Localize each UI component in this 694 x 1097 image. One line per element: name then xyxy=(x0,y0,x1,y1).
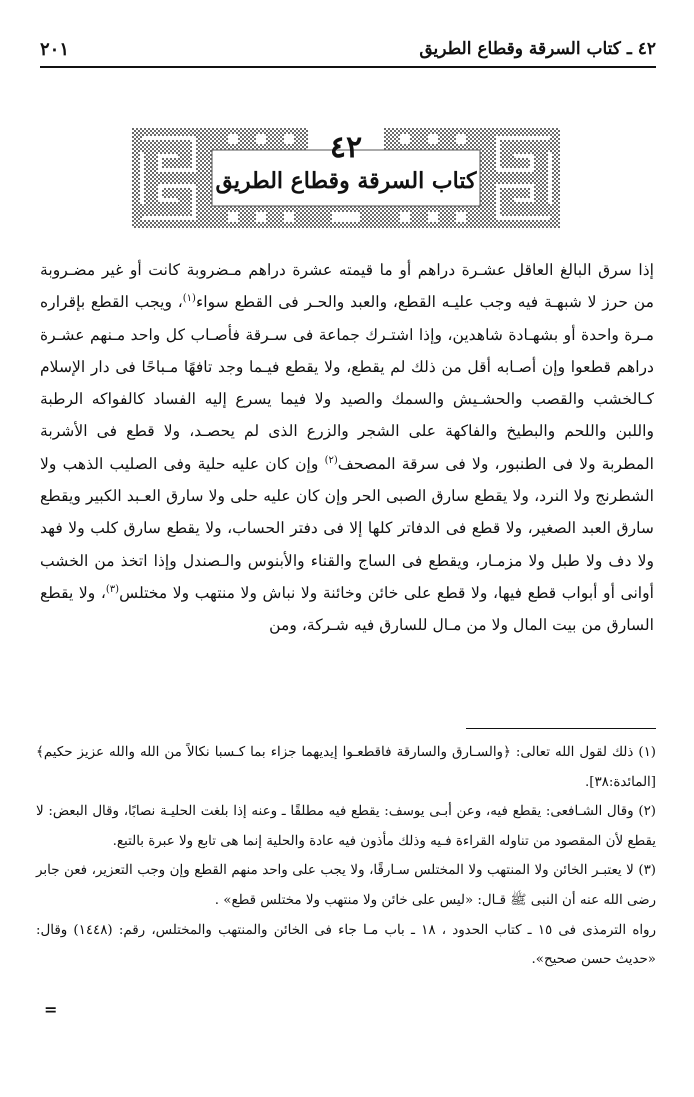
footnote-3: (٣) لا يعتبـر الخائن ولا المنتهب ولا المختلس سـارقًا، ولا يجب على واحد منهم القطع وإن وجب التعزير، فعن جابر رضى الله عنه أن النبى ﷺ قـال: «ليس على خائن ولا منتهب ولا مختلس قطع» . xyxy=(36,863,656,908)
footnotes xyxy=(36,738,656,975)
continuation-mark: = xyxy=(44,1000,58,1019)
body-segment-2: ، ويجب القطع بإقراره مـرة واحدة أو بشهـادة شاهدين، وإذا اشتـرك جماعة فى سـرقة فأصـاب كل واحد مـنهم عشـرة دراهم قطعوا وإن أصـابه أقل من ذلك لم يقطع، ولا يقطع فيـما وجد تافهًا مـباحًا فى دار الإسلام كـالخشب والقصب والحشـيش والسمك والصيد ولا فيما يسرع إليه الفساد كالفواكه الرطبة واللبن واللحم والبطيخ والفاكهة على الشجر والزرع الذى لم يحصـد، ولا قطع فى الأشربة المطربة ولا فى الطنبور، ولا فى سرقة المصحف xyxy=(40,293,654,473)
footnote-2: (٢) وقال الشـافعى: يقطع فيه، وعن أبـى يوسف: يقطع فيه مطلقًا ـ وعنه إذا بلغت الحليـة نصابًا، وقال البعض: لا يقطع لأن المقصود من تناوله القراءة فـيه وذلك مأذون فيه عادة والحلية إنما هى تابع ولا عبرة بالتبع. xyxy=(36,804,656,849)
footnote-ref-3[interactable]: (٣) xyxy=(105,583,120,595)
chapter-title: كتاب السرقة وقطاع الطريق xyxy=(215,168,477,194)
footnote-rule xyxy=(466,728,656,729)
body-segment-1: إذا سرق البالغ العاقل عشـرة دراهم أو ما قيمته عشرة دراهم مـضروبة كانت أو غير مضـروبة من حرز لا شبهـة فيه وجب عليـه القطع، والعبد والحـر فى القطع سواء xyxy=(40,261,655,312)
chapter-number: ٤٢ xyxy=(329,130,363,165)
footnote-ref-2[interactable]: (٢) xyxy=(324,454,338,466)
footnote-source: رواه الترمذى فى ١٥ ـ كتاب الحدود ، ١٨ ـ باب مـا جاء فى الخائن والمنتهب والمختلس، رقم: (١٤٤٨) وقال: «حديث حسن صحيح». xyxy=(36,922,656,968)
body-segment-3: وإن كان عليه حلية وفى الصليب الذهب ولا الشطرنج ولا النرد، ولا يقطع سارق الصبى الحر وإن كان عليه حلى ولا سارق العـبد الكبير ويقطع سارق العبد الصغير، ولا قطع فى الدفاتر كلها إلا فى دفتر الحساب، ولا يقطع سارق كلب ولا فهد ولا دف ولا طبل ولا مزمـار، ويقطع فى الساج والقناء والأبنوس والـصندل وإذا اتخذ من الخشب أوانى أو أبواب قطع فيها، ولا قطع على خائن وخائنة ولا نباش ولا منتهب ولا مختلس xyxy=(40,454,654,602)
chapter-banner xyxy=(132,128,560,228)
body-segment-4: ، ولا يقطع السارق من بيت المال ولا من مـال للسارق فيه شـركة، ومن xyxy=(40,583,654,635)
page-number: ٢٠١ xyxy=(40,38,70,60)
main-text xyxy=(40,254,654,714)
footnote-ref-1[interactable]: (١) xyxy=(182,293,196,305)
running-title: ٤٢ ـ كتاب السرقة وقطاع الطريق xyxy=(419,39,656,59)
header-rule xyxy=(40,66,656,68)
running-header xyxy=(40,34,656,64)
footnote-1: (١) ذلك لقول الله تعالى: ﴿والسـارق والسارقة فاقطعـوا إيديهما جزاء بما كـسبا نكالاً من الله والله عزيز حكيم﴾ [المائدة:٣٨]. xyxy=(36,745,656,790)
